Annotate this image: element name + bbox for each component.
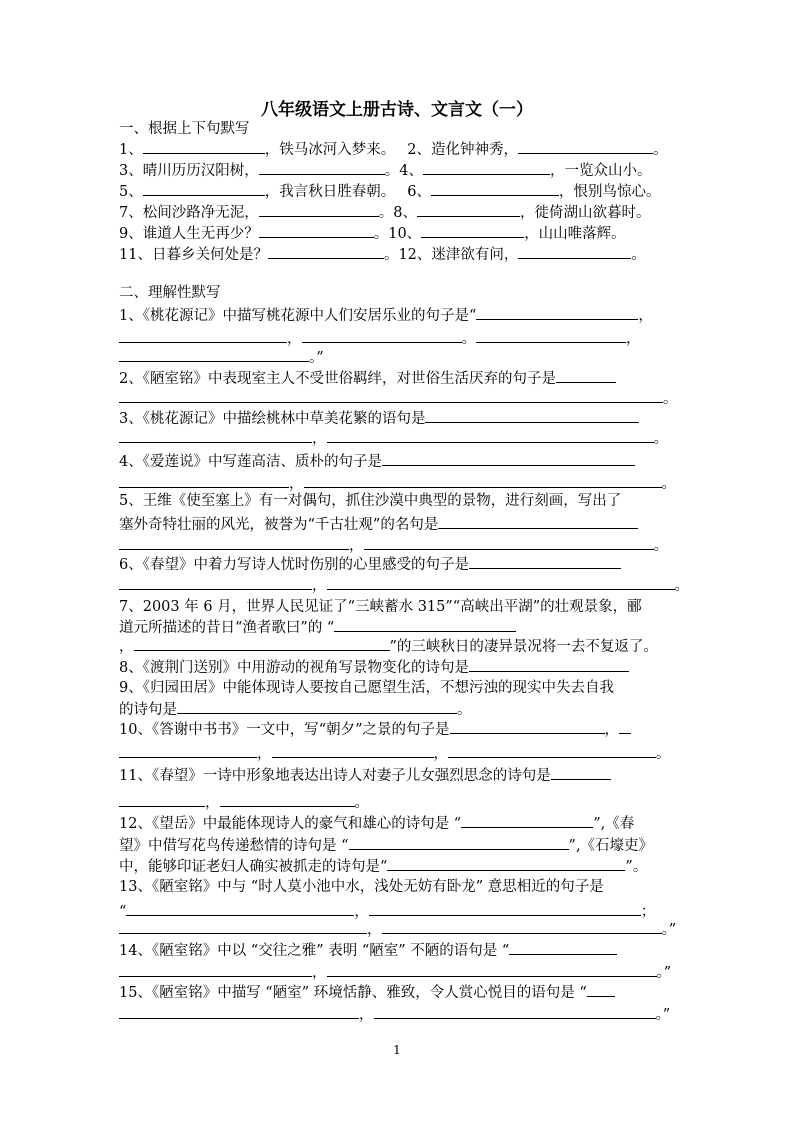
answer-blank[interactable] [119, 962, 312, 977]
question-15: 15、《陋室铭》中描写 “陋室” 环境恬静、雅致，令人赏心悦目的语句是 “ [119, 982, 615, 1003]
question-13-line-2: “ ， ； [119, 901, 655, 922]
answer-blank[interactable] [302, 328, 462, 343]
answer-blank[interactable] [119, 743, 257, 758]
question-3-line-2: ， 。 [119, 428, 668, 449]
answer-blank[interactable] [334, 617, 516, 632]
question-6-line-2: ， 。 [119, 575, 689, 596]
question-11-line-2: ， 。 [119, 792, 369, 813]
question-4-line-2: ， 。 [119, 473, 676, 494]
answer-blank[interactable] [387, 856, 625, 871]
section2-heading: 二、理解性默写 [119, 285, 221, 301]
question-12-line-3: 中，能够印证老妇人确实被抓走的诗句是“ ”。 [119, 856, 647, 877]
answer-blank[interactable] [119, 328, 287, 343]
answer-blank[interactable] [119, 1004, 359, 1019]
answer-blank[interactable] [461, 813, 593, 828]
answer-blank[interactable] [259, 223, 374, 238]
answer-blank[interactable] [476, 328, 626, 343]
answer-blank[interactable] [119, 428, 312, 443]
answer-blank[interactable] [556, 368, 616, 383]
section1-row-6: 11、日暮乡关何处是？ 。12、迷津欲有问， 。 [119, 244, 646, 265]
answer-blank[interactable] [143, 181, 265, 196]
question-14: 14、《陋室铭》中以 “交往之雅” 表明 “陋室” 不陋的语句是 “ [119, 940, 617, 961]
answer-blank[interactable] [259, 202, 379, 217]
question-12-line-2: 望》中借写花鸟传递愁情的诗句是 “ ”,《石壕吏》 [119, 835, 653, 856]
answer-blank[interactable] [143, 139, 265, 154]
question-13-line-3: ， 。” [119, 919, 676, 940]
question-5-line-3: ， 。 [119, 535, 668, 556]
question-3: 3、《桃花源记》中描绘桃林中草美花繁的语句是 [119, 408, 639, 429]
section1-row-2: 3、晴川历历汉阳树， 。4、 ，一览众山小。 [119, 160, 651, 181]
question-9-line-2: 的诗句是 。 [119, 699, 472, 720]
answer-blank[interactable] [364, 535, 654, 550]
answer-blank[interactable] [476, 305, 638, 320]
question-7-line-3: ， ”的三峡秋日的凄异景况将一去不复返了。 [119, 636, 658, 657]
page-title: 八年级语文上册古诗、文言文（一） [261, 100, 533, 120]
answer-blank[interactable] [272, 743, 434, 758]
section1-heading: 一、根据上下句默写 [119, 121, 250, 137]
answer-blank[interactable] [126, 901, 354, 916]
answer-blank[interactable] [177, 699, 457, 714]
question-1-line-3: 。” [119, 347, 324, 368]
section1-row-1: 1、 ，铁马冰河入梦来。 2、造化钟神秀， 。 [119, 139, 667, 160]
section1-row-3: 5、 ，我言秋日胜春朝。 6、 ，恨别鸟惊心。 [119, 181, 660, 202]
question-15-line-2: ， 。” [119, 1004, 670, 1025]
question-4: 4、《爱莲说》中写莲高洁、质朴的句子是 [119, 451, 635, 472]
question-12: 12、《望岳》中最能体现诗人的豪气和雄心的诗句是 “ ”,《春 [119, 813, 634, 834]
section1-row-4: 7、松间沙路净无泥， 。8、 ，徙倚湖山欲暮时。 [119, 202, 650, 223]
question-13: 13、《陋室铭》中与 “时人莫小池中水，浅处无妨有卧龙” 意思相近的句子是 [119, 879, 604, 895]
answer-blank[interactable] [438, 514, 638, 529]
answer-blank[interactable] [518, 139, 653, 154]
answer-blank[interactable] [119, 473, 289, 488]
question-10-line-2: ， ， 。 [119, 743, 671, 764]
answer-blank[interactable] [374, 1004, 656, 1019]
answer-blank[interactable] [119, 347, 309, 362]
answer-blank[interactable] [421, 223, 524, 238]
question-9: 9、《归园田居》中能体现诗人要按自己愿望生活，不想污浊的现实中失去自我 [119, 680, 614, 696]
answer-blank[interactable] [119, 535, 349, 550]
question-2-line-2: 。 [119, 388, 678, 409]
answer-blank[interactable] [327, 428, 654, 443]
answer-blank[interactable] [425, 408, 639, 423]
question-10: 10、《答谢中书书》一文中，写“朝夕”之景的句子是 ， [119, 719, 631, 740]
question-11: 11、《春望》一诗中形象地表达出诗人对妻子儿女强烈思念的诗句是 [119, 765, 611, 786]
answer-blank[interactable] [119, 792, 205, 807]
question-7-line-2: 道元所描述的昔日“渔者歌曰”的 “ [119, 617, 516, 638]
question-1: 1、《桃花源记》中描写桃花源中人们安居乐业的句子是“ ， [119, 305, 653, 326]
answer-blank[interactable] [587, 982, 615, 997]
answer-blank[interactable] [327, 962, 657, 977]
answer-blank[interactable] [450, 719, 605, 734]
answer-blank[interactable] [349, 835, 569, 850]
answer-blank[interactable] [423, 160, 550, 175]
answer-blank[interactable] [220, 792, 355, 807]
answer-blank[interactable] [469, 554, 621, 569]
answer-blank[interactable] [417, 202, 520, 217]
answer-blank[interactable] [268, 244, 384, 259]
answer-blank[interactable] [619, 719, 631, 734]
answer-blank[interactable] [259, 160, 385, 175]
page-number: 1 [393, 1043, 401, 1057]
question-6: 6、《春望》中着力写诗人忧时伤别的心里感受的句子是 [119, 554, 621, 575]
answer-blank[interactable] [369, 901, 641, 916]
answer-blank[interactable] [134, 636, 390, 651]
answer-blank[interactable] [431, 181, 559, 196]
section1-row-5: 9、谁道人生无再少？ 。10、 ，山山唯落辉。 [119, 223, 626, 244]
question-7: 7、2003 年 6 月，世界人民见证了“三峡蓄水 315”“高峡出平湖”的壮观景象，郦 [119, 599, 642, 615]
answer-blank[interactable] [382, 919, 662, 934]
answer-blank[interactable] [304, 473, 662, 488]
answer-blank[interactable] [551, 765, 611, 780]
answer-blank[interactable] [382, 451, 635, 466]
answer-blank[interactable] [119, 388, 663, 403]
answer-blank[interactable] [518, 244, 631, 259]
question-5-line-2: 塞外奇特壮丽的风光，被誉为“千古壮观”的名句是 [119, 514, 638, 535]
question-5: 5、王维《使至塞上》有一对偶句，抓住沙漠中典型的景物，进行刻画，写出了 [119, 493, 622, 509]
answer-blank[interactable] [469, 657, 629, 672]
question-2: 2、《陋室铭》中表现室主人不受世俗羁绊，对世俗生活厌弃的句子是 [119, 368, 616, 389]
question-14-line-2: ， 。” [119, 962, 671, 983]
answer-blank[interactable] [509, 940, 617, 955]
answer-blank[interactable] [119, 919, 367, 934]
answer-blank[interactable] [448, 743, 656, 758]
question-8: 8、《渡荆门送别》中用游动的视角写景物变化的诗句是 [119, 657, 629, 678]
answer-blank[interactable] [327, 575, 675, 590]
answer-blank[interactable] [119, 575, 312, 590]
question-1-line-2: ， 。 ， [119, 328, 641, 349]
